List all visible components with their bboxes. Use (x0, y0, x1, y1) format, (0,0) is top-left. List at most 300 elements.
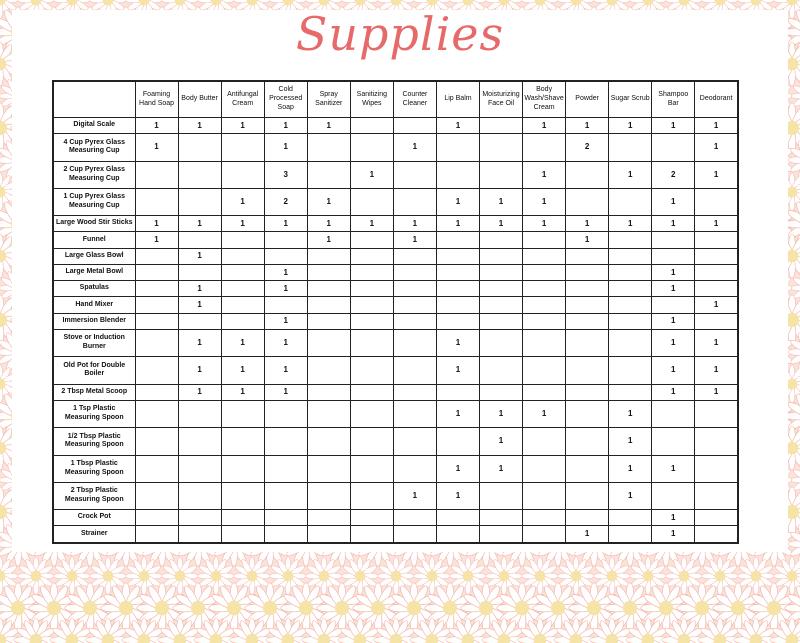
quantity-cell (480, 384, 523, 400)
quantity-cell (350, 482, 393, 509)
quantity-cell (523, 232, 566, 248)
table-row (53, 384, 738, 400)
quantity-cell (135, 161, 178, 188)
quantity-cell (652, 134, 695, 161)
quantity-cell (566, 313, 609, 329)
daisy-flower (665, 557, 703, 595)
table-row (53, 329, 738, 356)
row-label: 4 Cup Pyrex Glass Measuring Cup (53, 134, 135, 161)
table-row (53, 134, 738, 161)
quantity-cell (523, 384, 566, 400)
quantity-cell (609, 313, 652, 329)
row-label: 2 Tbsp Plastic Measuring Spoon (53, 482, 135, 509)
quantity-cell (695, 455, 738, 482)
quantity-cell: 1 (609, 161, 652, 188)
quantity-cell (221, 400, 264, 427)
daisy-flower (161, 557, 199, 595)
row-label: Immersion Blender (53, 313, 135, 329)
quantity-cell (393, 248, 436, 264)
quantity-cell (307, 281, 350, 297)
quantity-cell: 1 (221, 357, 264, 384)
quantity-cell (695, 526, 738, 543)
quantity-cell: 1 (436, 482, 479, 509)
quantity-cell (436, 134, 479, 161)
quantity-cell: 1 (307, 216, 350, 232)
quantity-cell (393, 118, 436, 134)
quantity-cell: 1 (221, 188, 264, 215)
quantity-cell (523, 428, 566, 455)
quantity-cell: 1 (178, 281, 221, 297)
quantity-cell (135, 357, 178, 384)
quantity-cell: 1 (221, 216, 264, 232)
quantity-cell: 1 (178, 357, 221, 384)
quantity-cell (135, 510, 178, 526)
row-label: Stove or Induction Burner (53, 329, 135, 356)
column-header: Sanitizing Wipes (350, 81, 393, 118)
quantity-cell: 1 (350, 216, 393, 232)
quantity-cell: 1 (652, 526, 695, 543)
quantity-cell: 1 (178, 216, 221, 232)
row-label: 1 Cup Pyrex Glass Measuring Cup (53, 188, 135, 215)
daisy-flower (53, 557, 91, 595)
daisy-flower (485, 557, 523, 595)
quantity-cell: 1 (566, 526, 609, 543)
table-row (53, 188, 738, 215)
quantity-cell (609, 357, 652, 384)
quantity-cell (178, 161, 221, 188)
quantity-cell (480, 264, 523, 280)
quantity-cell (566, 264, 609, 280)
column-header: Body Butter (178, 81, 221, 118)
quantity-cell (350, 134, 393, 161)
quantity-cell (480, 118, 523, 134)
quantity-cell (695, 510, 738, 526)
quantity-cell (264, 526, 307, 543)
quantity-cell (609, 264, 652, 280)
quantity-cell (264, 248, 307, 264)
quantity-cell: 3 (264, 161, 307, 188)
quantity-cell: 1 (695, 297, 738, 313)
quantity-cell (652, 482, 695, 509)
row-label: 2 Tbsp Metal Scoop (53, 384, 135, 400)
quantity-cell: 1 (652, 510, 695, 526)
table-row (53, 264, 738, 280)
quantity-cell (480, 526, 523, 543)
quantity-cell (135, 526, 178, 543)
quantity-cell (178, 526, 221, 543)
quantity-cell (523, 357, 566, 384)
quantity-cell (436, 161, 479, 188)
quantity-cell (393, 281, 436, 297)
quantity-cell (436, 384, 479, 400)
quantity-cell: 1 (264, 329, 307, 356)
quantity-cell (135, 248, 178, 264)
quantity-cell (264, 232, 307, 248)
quantity-cell (178, 400, 221, 427)
quantity-cell (566, 248, 609, 264)
quantity-cell (307, 455, 350, 482)
quantity-cell (566, 510, 609, 526)
quantity-cell: 1 (436, 216, 479, 232)
quantity-cell (436, 428, 479, 455)
table-row (53, 281, 738, 297)
quantity-cell (609, 281, 652, 297)
quantity-cell (221, 526, 264, 543)
quantity-cell (523, 329, 566, 356)
quantity-cell: 1 (307, 188, 350, 215)
quantity-cell: 1 (609, 428, 652, 455)
quantity-cell (652, 232, 695, 248)
column-header: Body Wash/Shave Cream (523, 81, 566, 118)
quantity-cell (523, 482, 566, 509)
quantity-cell: 1 (523, 118, 566, 134)
quantity-cell (393, 188, 436, 215)
quantity-cell (566, 357, 609, 384)
column-header: Spray Sanitizer (307, 81, 350, 118)
quantity-cell: 1 (393, 232, 436, 248)
quantity-cell (221, 134, 264, 161)
quantity-cell: 1 (264, 134, 307, 161)
quantity-cell (393, 264, 436, 280)
quantity-cell (350, 526, 393, 543)
quantity-cell (350, 188, 393, 215)
quantity-cell (350, 455, 393, 482)
daisy-flower (629, 557, 667, 595)
quantity-cell (566, 329, 609, 356)
quantity-cell (609, 297, 652, 313)
quantity-cell: 1 (695, 357, 738, 384)
row-label: Large Glass Bowl (53, 248, 135, 264)
quantity-cell (523, 313, 566, 329)
quantity-cell: 1 (264, 313, 307, 329)
column-header: Lip Balm (436, 81, 479, 118)
quantity-cell (264, 455, 307, 482)
quantity-cell: 1 (436, 188, 479, 215)
column-header: Counter Cleaner (393, 81, 436, 118)
table-row (53, 248, 738, 264)
quantity-cell (436, 248, 479, 264)
quantity-cell: 1 (135, 232, 178, 248)
quantity-cell (178, 428, 221, 455)
quantity-cell: 1 (264, 118, 307, 134)
quantity-cell (566, 384, 609, 400)
table-row (53, 297, 738, 313)
quantity-cell: 1 (695, 134, 738, 161)
quantity-cell (307, 482, 350, 509)
quantity-cell: 1 (264, 281, 307, 297)
quantity-cell (566, 161, 609, 188)
quantity-cell: 1 (695, 161, 738, 188)
table-row (53, 357, 738, 384)
table-row (53, 216, 738, 232)
daisy-flower (701, 557, 739, 595)
table-row (53, 526, 738, 543)
table-row (53, 161, 738, 188)
quantity-cell (307, 329, 350, 356)
quantity-cell: 1 (609, 118, 652, 134)
column-header: Shampoo Bar (652, 81, 695, 118)
quantity-cell (350, 357, 393, 384)
quantity-cell (436, 526, 479, 543)
quantity-cell: 1 (178, 297, 221, 313)
quantity-cell (264, 400, 307, 427)
quantity-cell (307, 297, 350, 313)
quantity-cell: 1 (178, 384, 221, 400)
quantity-cell (350, 400, 393, 427)
quantity-cell: 1 (393, 216, 436, 232)
quantity-cell (307, 526, 350, 543)
quantity-cell (695, 313, 738, 329)
quantity-cell (135, 297, 178, 313)
daisy-flower (341, 557, 379, 595)
quantity-cell: 1 (221, 329, 264, 356)
row-label: Crock Pot (53, 510, 135, 526)
quantity-cell: 1 (307, 232, 350, 248)
header-row (53, 81, 738, 118)
quantity-cell (609, 134, 652, 161)
quantity-cell: 1 (695, 384, 738, 400)
quantity-cell (480, 161, 523, 188)
daisy-flower (557, 557, 595, 595)
quantity-cell: 1 (695, 329, 738, 356)
quantity-cell: 1 (609, 482, 652, 509)
quantity-cell (609, 188, 652, 215)
quantity-cell: 1 (436, 357, 479, 384)
table-row (53, 482, 738, 509)
quantity-cell: 1 (264, 384, 307, 400)
quantity-cell (393, 161, 436, 188)
quantity-cell (350, 281, 393, 297)
quantity-cell (135, 384, 178, 400)
quantity-cell (609, 248, 652, 264)
quantity-cell (566, 455, 609, 482)
quantity-cell: 1 (436, 400, 479, 427)
column-header: Sugar Scrub (609, 81, 652, 118)
row-label: 2 Cup Pyrex Glass Measuring Cup (53, 161, 135, 188)
quantity-cell: 1 (695, 118, 738, 134)
quantity-cell (566, 281, 609, 297)
quantity-cell (178, 313, 221, 329)
quantity-cell (436, 313, 479, 329)
quantity-cell: 1 (652, 281, 695, 297)
quantity-cell (480, 357, 523, 384)
quantity-cell (566, 482, 609, 509)
daisy-flower (413, 557, 451, 595)
quantity-cell (436, 264, 479, 280)
quantity-cell (566, 297, 609, 313)
column-header: Antifungal Cream (221, 81, 264, 118)
quantity-cell (695, 400, 738, 427)
quantity-cell (436, 232, 479, 248)
quantity-cell (393, 526, 436, 543)
quantity-cell: 1 (566, 216, 609, 232)
table-row (53, 510, 738, 526)
quantity-cell: 1 (523, 216, 566, 232)
row-label: 1 Tbsp Plastic Measuring Spoon (53, 455, 135, 482)
quantity-cell (221, 297, 264, 313)
quantity-cell (695, 248, 738, 264)
daisy-flower (89, 557, 127, 595)
quantity-cell: 1 (480, 188, 523, 215)
quantity-cell (307, 400, 350, 427)
quantity-cell (523, 264, 566, 280)
daisy-flower (197, 557, 235, 595)
quantity-cell: 1 (264, 357, 307, 384)
quantity-cell (350, 118, 393, 134)
quantity-cell (221, 428, 264, 455)
quantity-cell: 2 (264, 188, 307, 215)
quantity-cell: 1 (135, 216, 178, 232)
quantity-cell (307, 510, 350, 526)
quantity-cell: 1 (178, 329, 221, 356)
quantity-cell (350, 264, 393, 280)
quantity-cell (609, 526, 652, 543)
quantity-cell (480, 281, 523, 297)
quantity-cell (523, 281, 566, 297)
quantity-cell (393, 313, 436, 329)
quantity-cell (609, 329, 652, 356)
daisy-flower (737, 557, 775, 595)
quantity-cell (350, 384, 393, 400)
quantity-cell (264, 482, 307, 509)
quantity-cell (178, 188, 221, 215)
quantity-cell (652, 428, 695, 455)
quantity-cell: 1 (652, 329, 695, 356)
quantity-cell (221, 281, 264, 297)
quantity-cell (221, 264, 264, 280)
row-label: Large Wood Stir Sticks (53, 216, 135, 232)
quantity-cell (221, 161, 264, 188)
quantity-cell: 1 (393, 482, 436, 509)
quantity-cell (480, 329, 523, 356)
quantity-cell: 2 (652, 161, 695, 188)
column-header: Moisturizing Face Oil (480, 81, 523, 118)
quantity-cell (178, 510, 221, 526)
quantity-cell (221, 510, 264, 526)
quantity-cell (350, 297, 393, 313)
quantity-cell: 1 (652, 313, 695, 329)
quantity-cell (393, 455, 436, 482)
quantity-cell: 1 (480, 455, 523, 482)
quantity-cell: 1 (436, 118, 479, 134)
quantity-cell: 1 (523, 188, 566, 215)
quantity-cell: 1 (695, 216, 738, 232)
quantity-cell: 1 (480, 400, 523, 427)
quantity-cell (307, 134, 350, 161)
quantity-cell (350, 329, 393, 356)
row-label: Digital Scale (53, 118, 135, 134)
quantity-cell: 1 (393, 134, 436, 161)
quantity-cell: 2 (566, 134, 609, 161)
quantity-cell (523, 526, 566, 543)
quantity-cell: 1 (652, 455, 695, 482)
quantity-cell: 1 (221, 384, 264, 400)
quantity-cell (178, 264, 221, 280)
quantity-cell: 1 (523, 400, 566, 427)
quantity-cell (178, 482, 221, 509)
quantity-cell: 1 (609, 216, 652, 232)
quantity-cell (221, 455, 264, 482)
column-header: Cold Processed Soap (264, 81, 307, 118)
quantity-cell (135, 400, 178, 427)
quantity-cell (221, 313, 264, 329)
row-label: Funnel (53, 232, 135, 248)
daisy-flower (305, 557, 343, 595)
quantity-cell (393, 400, 436, 427)
quantity-cell: 1 (135, 134, 178, 161)
quantity-cell (307, 428, 350, 455)
daisy-flower (521, 557, 559, 595)
quantity-cell (393, 428, 436, 455)
table-row (53, 313, 738, 329)
quantity-cell (135, 428, 178, 455)
quantity-cell: 1 (436, 455, 479, 482)
quantity-cell (480, 297, 523, 313)
quantity-cell (221, 482, 264, 509)
quantity-cell (264, 297, 307, 313)
daisy-flower (17, 557, 55, 595)
quantity-cell (307, 264, 350, 280)
quantity-cell (652, 297, 695, 313)
column-header: Foaming Hand Soap (135, 81, 178, 118)
quantity-cell (264, 510, 307, 526)
quantity-cell (307, 161, 350, 188)
quantity-cell: 1 (480, 428, 523, 455)
row-label: Large Metal Bowl (53, 264, 135, 280)
quantity-cell (350, 313, 393, 329)
quantity-cell (609, 510, 652, 526)
row-label: Strainer (53, 526, 135, 543)
quantity-cell (350, 510, 393, 526)
quantity-cell: 1 (523, 161, 566, 188)
quantity-cell (393, 329, 436, 356)
daisy-flower (377, 557, 415, 595)
page-title: Supplies (295, 7, 505, 61)
quantity-cell: 1 (480, 216, 523, 232)
table-row (53, 232, 738, 248)
quantity-cell: 1 (652, 264, 695, 280)
quantity-cell: 1 (221, 118, 264, 134)
quantity-cell: 1 (566, 232, 609, 248)
quantity-cell (566, 188, 609, 215)
table-row (53, 400, 738, 427)
quantity-cell (609, 232, 652, 248)
quantity-cell (178, 455, 221, 482)
quantity-cell (135, 313, 178, 329)
quantity-cell (695, 281, 738, 297)
quantity-cell (652, 400, 695, 427)
quantity-cell: 1 (350, 161, 393, 188)
quantity-cell (523, 134, 566, 161)
quantity-cell (135, 188, 178, 215)
quantity-cell: 1 (566, 118, 609, 134)
quantity-cell (307, 313, 350, 329)
quantity-cell (307, 248, 350, 264)
quantity-cell: 1 (264, 216, 307, 232)
quantity-cell (307, 384, 350, 400)
quantity-cell (135, 264, 178, 280)
table-row (53, 118, 738, 134)
quantity-cell (695, 188, 738, 215)
quantity-cell: 1 (652, 216, 695, 232)
quantity-cell (695, 428, 738, 455)
column-header: Powder (566, 81, 609, 118)
daisy-flower (125, 557, 163, 595)
column-header: Deodorant (695, 81, 738, 118)
quantity-cell: 1 (264, 264, 307, 280)
quantity-cell (393, 357, 436, 384)
quantity-cell (436, 297, 479, 313)
